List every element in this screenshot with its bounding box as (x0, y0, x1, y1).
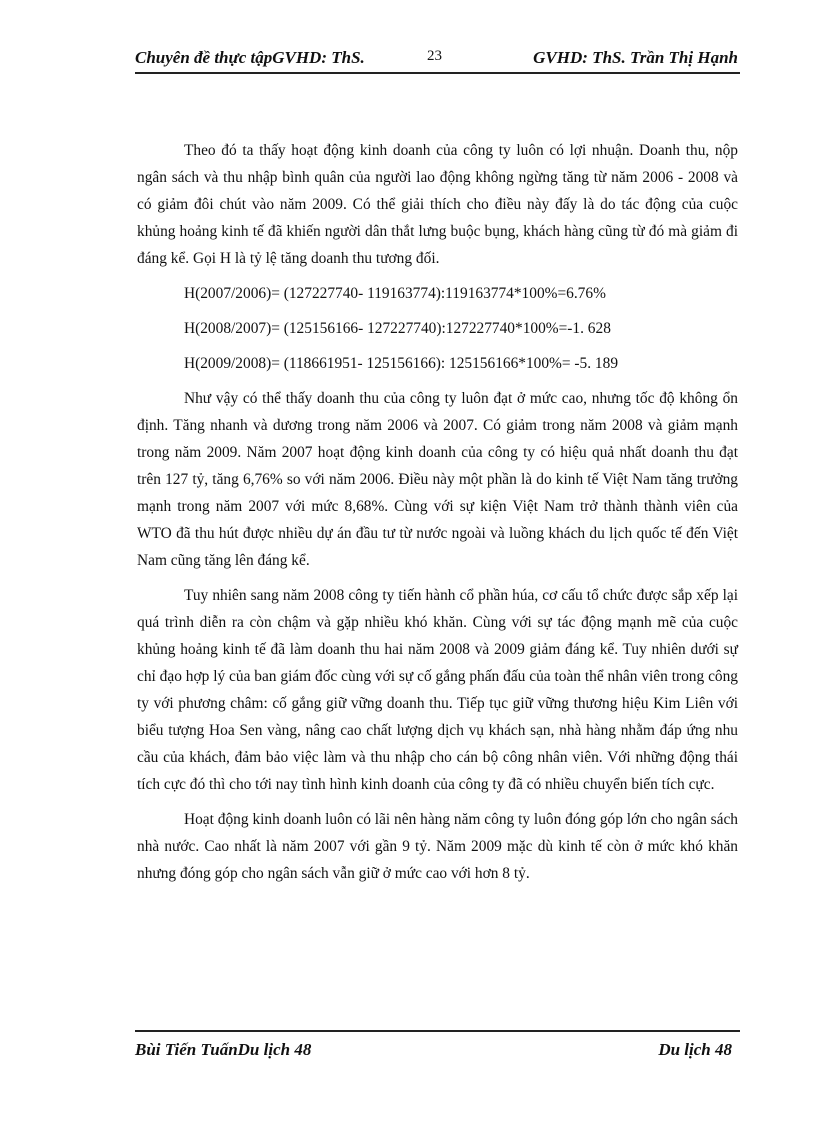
formula-2007-2006: H(2007/2006)= (127227740- 119163774):119163774*100%=6.76% (184, 285, 606, 302)
formula-2009-2008: H(2009/2008)= (118661951- 125156166): 125156166*100%= -5. 189 (184, 355, 619, 372)
page-header (135, 46, 740, 74)
page-number: 23 (427, 48, 442, 64)
page-footer (135, 1030, 740, 1059)
paragraph-3: Tuy nhiên sang năm 2008 công ty tiến hành cổ phần húa, cơ cấu tổ chức được sắp xếp lại quá trình diễn ra còn chậm và gặp nhiều khó khăn. Cùng với sự tác động mạnh mẽ của cuộc khủng hoảng kinh tế đã làm doanh thu hai năm 2008 và 2009 giảm đáng kể. Tuy nhiên dưới sự chỉ đạo hợp lý của ban giám đốc cùng với sự cố gắng phấn đấu của toàn thể nhân viên trong công ty với phương châm: cố gắng giữ vững doanh thu. Tiếp tục giữ vững thương hiệu Kim Liên với biểu tượng Hoa Sen vàng, nâng cao chất lượng dịch vụ khách sạn, nhà hàng nhằm đáp ứng nhu cầu của khách, đảm bảo việc làm và thu nhập cho cán bộ công nhân viên. Với những động thái tích cực đó thì cho tới nay tình hình kinh doanh của công ty đã có nhiều chuyển biến tích cực. (137, 587, 738, 793)
paragraph-2: Như vậy có thể thấy doanh thu của công ty luôn đạt ở mức cao, nhưng tốc độ không ổn định. Tăng nhanh và dương trong năm 2006 và 2007. Có giảm trong năm 2008 và giảm mạnh trong năm 2009. Năm 2007 hoạt động kinh doanh của công ty có hiệu quả nhất doanh thu đạt trên 127 tỷ, tăng 6,76% so với năm 2006. Điều này một phần là do kinh tế Việt Nam tăng trưởng mạnh trong năm 2007 với mức 8,68%. Cùng với sự kiện Việt Nam trở thành thành viên của WTO đã thu hút được nhiều dự án đầu tư từ nước ngoài và luồng khách du lịch quốc tế đến Việt Nam cũng tăng lên đáng kể. (137, 390, 738, 569)
formula-2008-2007: H(2008/2007)= (125156166- 127227740):127227740*100%=-1. 628 (184, 320, 611, 337)
header-left-text: Chuyên đề thực tậpGVHD: ThS. (135, 48, 365, 67)
header-right-text: GVHD: ThS. Trần Thị Hạnh (533, 48, 738, 67)
footer-right-text: Du lịch 48 (658, 1040, 732, 1059)
paragraph-4: Hoạt động kinh doanh luôn có lãi nên hàng năm công ty luôn đóng góp lớn cho ngân sách nhà nước. Cao nhất là năm 2007 với gần 9 tỷ. Năm 2009 mặc dù kinh tế còn ở mức khó khăn nhưng đóng góp cho ngân sách vẫn giữ ở mức cao với hơn 8 tỷ. (137, 811, 738, 882)
paragraph-1: Theo đó ta thấy hoạt động kinh doanh của công ty luôn có lợi nhuận. Doanh thu, nộp ngân sách và thu nhập bình quân của người lao động không ngừng tăng từ năm 2006 - 2008 và có giảm đôi chút vào năm 2009. Có thể giải thích cho điều này đấy là do tác động của cuộc khủng hoảng kinh tế đã khiến người dân thắt lưng buộc bụng, khách hàng cũng từ đó mà giảm đi đáng kể. Gọi H là tỷ lệ tăng doanh thu tương đối. (137, 142, 738, 267)
document-body (137, 137, 738, 895)
footer-left-text: Bùi Tiến TuấnDu lịch 48 (135, 1040, 312, 1059)
